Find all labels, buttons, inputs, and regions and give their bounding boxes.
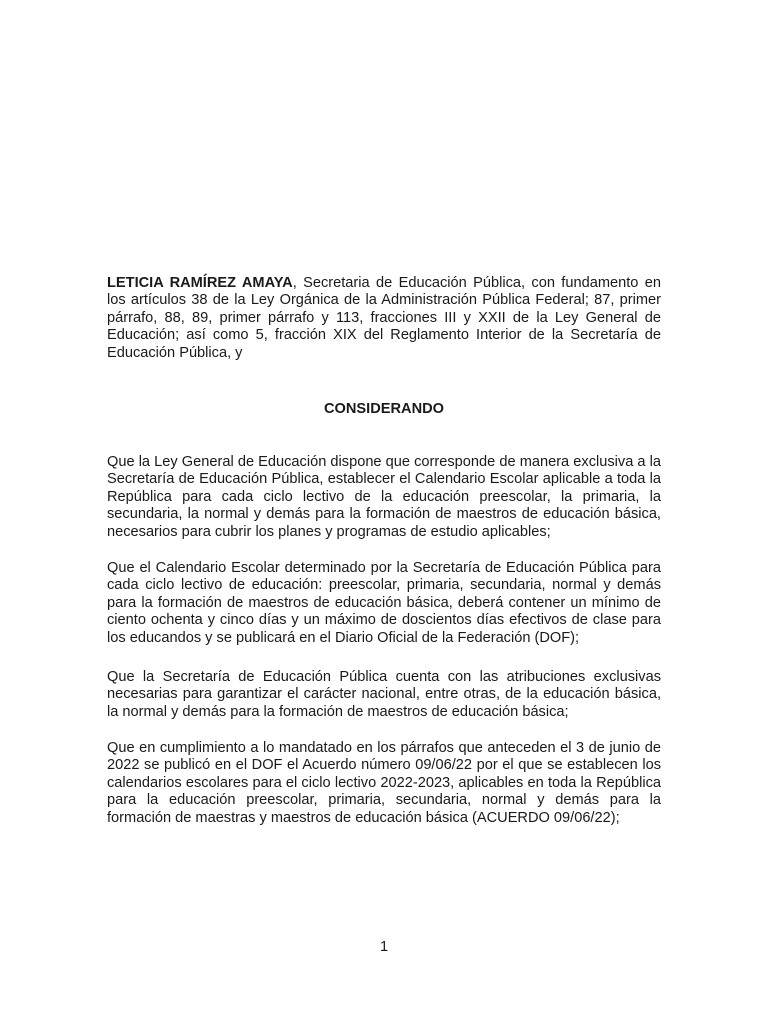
considerando-paragraph-1: Que la Ley General de Educación dispone que corresponde de manera exclusiva a la Secretaría de Educación Pública, establecer el Calendario Escolar aplicable a toda la República para cada ciclo lectivo de la educación preescolar, la primaria, la secundaria, la normal y demás para la formación de maestros de educación básica, necesarios para cubrir los planes y programas de estudio aplicables;	[107, 454, 661, 540]
considerando-paragraph-2: Que el Calendario Escolar determinado por la Secretaría de Educación Pública para cada ciclo lectivo de educación: preescolar, primaria, secundaria, normal y demás para la formación de maestros de educación básica, deberá contener un mínimo de ciento ochenta y cinco días y un máximo de doscientos días efectivos de clase para los educandos y se publicará en el Diario Oficial de la Federación (DOF);	[107, 560, 661, 646]
intro-text: , Secretaria de Educación Pública, con fundamento en los artículos 38 de la Ley Orgánica de la Administración Pública Federal; 87, primer párrafo, 88, 89, primer párrafo y 113, fracciones III y XXII de la Ley General de Educación; así como 5, fracción XIX del Reglamento Interior de la Secretaría de Educación Pública, y	[107, 275, 661, 361]
page-number: 1	[379, 939, 389, 955]
signatory-name: LETICIA RAMÍREZ AMAYA	[107, 275, 293, 291]
considerando-paragraph-4: Que en cumplimiento a lo mandatado en los párrafos que anteceden el 3 de junio de 2022 se publicó en el DOF el Acuerdo número 09/06/22 por el que se establecen los calendarios escolares para el ciclo lectivo 2022-2023, aplicables en toda la República para la educación preescolar, primaria, secundaria, normal y demás para la formación de maestras y maestros de educación básica (ACUERDO 09/06/22);	[107, 740, 661, 826]
considerando-paragraph-3: Que la Secretaría de Educación Pública cuenta con las atribuciones exclusivas necesarias para garantizar el carácter nacional, entre otras, de la educación básica, la normal y demás para la formación de maestros de educación básica;	[107, 669, 661, 720]
intro-paragraph	[107, 275, 661, 362]
section-heading: CONSIDERANDO	[324, 401, 444, 417]
